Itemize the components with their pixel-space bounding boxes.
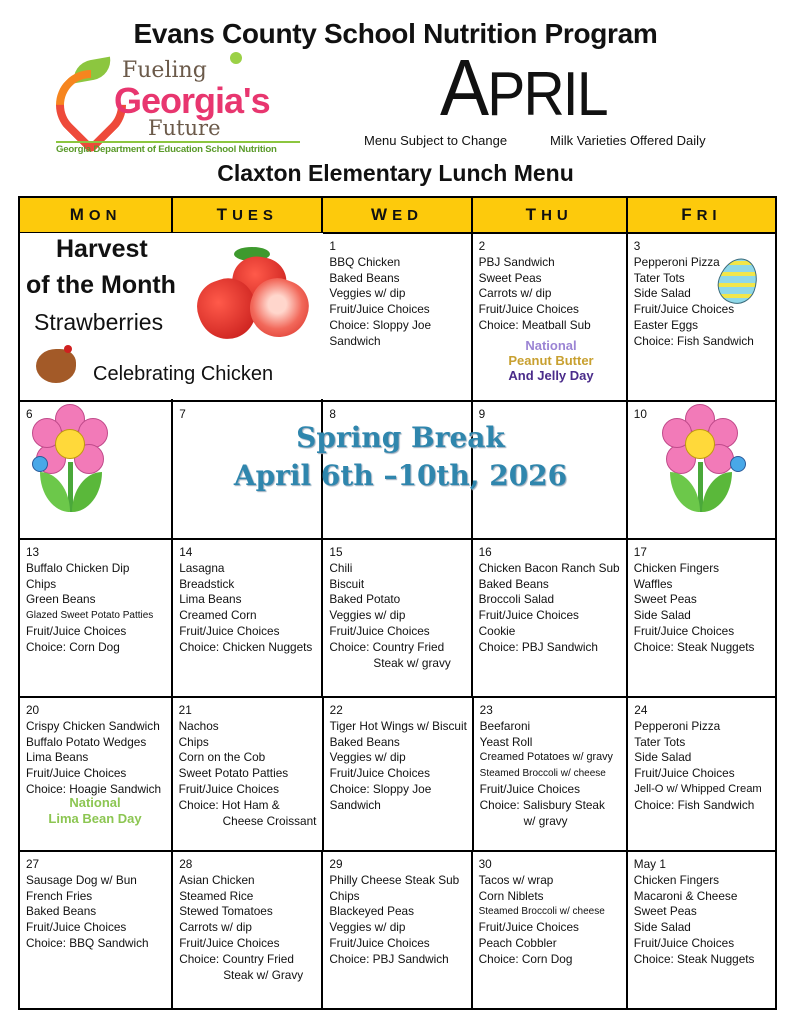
menu-item: Fruit/Juice Choices [634, 766, 735, 781]
menu-item: Choice: Corn Dog [26, 639, 120, 654]
menu-item: Veggies w/ dip [329, 920, 406, 935]
menu-item: w/ gravy [523, 813, 568, 828]
day-number: 1 [329, 239, 336, 253]
menu-item: Baked Beans [26, 904, 97, 919]
pbj-day-line2: Peanut Butter [508, 353, 594, 368]
day-number: 20 [26, 703, 40, 717]
menu-item: Blackeyed Peas [329, 904, 414, 919]
day-cell-20 [20, 698, 173, 852]
week-row-4 [20, 698, 775, 852]
menu-item: Choice: Chicken Nuggets [179, 639, 313, 654]
menu-item: Fruit/Juice Choices [329, 623, 430, 638]
day-number: 24 [634, 703, 648, 717]
chicken-comb-icon [64, 345, 72, 353]
logo-department: Georgia Department of Education School Nutrition [56, 144, 277, 155]
menu-item: Fruit/Juice Choices [26, 920, 127, 935]
pbj-day-line3: And Jelly Day [508, 368, 594, 383]
menu-item: Fruit/Juice Choices [329, 302, 430, 317]
menu-item: Steamed Rice [179, 888, 254, 903]
lima-day-line1: National [69, 795, 121, 810]
menu-item: Tater Tots [633, 270, 685, 285]
menu-item: Chicken Bacon Ranch Sub [478, 560, 620, 575]
logo-line3: Future [148, 116, 221, 140]
menu-item: Veggies w/ dip [329, 286, 406, 301]
day-number: 15 [329, 545, 343, 559]
menu-item: Lima Beans [26, 750, 89, 765]
menu-item: Choice: Hot Ham & [178, 797, 280, 812]
day-cell-23 [474, 698, 629, 852]
day-number: 29 [329, 857, 343, 871]
menu-item: Jell-O w/ Whipped Cream [634, 782, 762, 795]
day-number: 10 [633, 407, 647, 421]
day-cell-1 [323, 234, 472, 402]
menu-item: Glazed Sweet Potato Patties [26, 610, 154, 622]
menu-item: Choice: Steak Nuggets [633, 639, 755, 654]
smiley-face-icon [685, 429, 715, 459]
menu-item: Veggies w/ dip [329, 608, 406, 623]
menu-item: Broccoli Salad [478, 592, 555, 607]
day-cell-29 [323, 852, 472, 1008]
menu-item: Fruit/Juice Choices [26, 766, 127, 781]
day-number: 13 [26, 545, 40, 559]
menu-item: Steak w/ Gravy [223, 967, 304, 982]
menu-item: Philly Cheese Steak Sub [329, 872, 460, 887]
butterfly-icon [32, 456, 48, 472]
week-row-3 [20, 540, 775, 698]
logo-divider [56, 141, 300, 143]
day-number: 6 [26, 407, 33, 421]
menu-item: Baked Potato [329, 592, 401, 607]
flower-icon [660, 404, 740, 514]
menu-item: Sweet Peas [478, 270, 542, 285]
month-first-letter: A [440, 43, 488, 132]
menu-item: Sweet Potato Patties [178, 766, 289, 781]
menu-item: Peach Cobbler [478, 935, 557, 950]
menu-item: Side Salad [633, 286, 691, 301]
menu-item: Nachos [178, 718, 219, 733]
menu-item: Cookie [478, 623, 516, 638]
header-tues: T UES [173, 198, 323, 234]
menu-item: Crispy Chicken Sandwich [26, 718, 160, 733]
day-number: 14 [179, 545, 193, 559]
milk-notice: Milk Varieties Offered Daily [550, 133, 706, 148]
day-number: 17 [633, 545, 647, 559]
day-cell-15 [323, 540, 472, 698]
spring-break-dates: April 6th –10th, 2026 [233, 459, 568, 492]
menu-item: Sandwich [329, 333, 381, 348]
pbj-day-line1: National [525, 338, 577, 353]
fueling-georgias-future-logo [52, 52, 302, 158]
menu-item: Steak w/ gravy [373, 655, 451, 670]
harvest-heading-line2: of the Month [26, 271, 176, 299]
menu-item: Corn on the Cob [178, 750, 266, 765]
menu-item: Chips [329, 888, 360, 903]
menu-item: Breadstick [179, 576, 235, 591]
menu-item: Choice: Fish Sandwich [633, 333, 754, 348]
menu-item: Fruit/Juice Choices [179, 935, 280, 950]
menu-item: Lima Beans [179, 592, 242, 607]
menu-item: Waffles [633, 576, 673, 591]
menu-item: Biscuit [329, 576, 365, 591]
menu-item: Sausage Dog w/ Bun [26, 872, 137, 887]
menu-item: Fruit/Juice Choices [633, 935, 735, 950]
day-cell-17 [628, 540, 775, 698]
menu-item: Yeast Roll [479, 734, 533, 749]
menu-item: Chips [26, 576, 57, 591]
menu-item: Choice: Sloppy Joe [329, 317, 432, 332]
runner-icon [230, 52, 242, 64]
menu-item: Chili [329, 560, 353, 575]
day-cell-14 [173, 540, 323, 698]
menu-item: Chicken Fingers [633, 872, 720, 887]
day-number: 8 [329, 407, 336, 421]
butterfly-icon [730, 456, 746, 472]
menu-item: Side Salad [633, 920, 691, 935]
menu-item: Steamed Broccoli w/ cheese [479, 768, 606, 780]
day-number: 2 [478, 239, 486, 253]
celebrating-chicken: Celebrating Chicken [93, 363, 274, 385]
week-row-5 [20, 852, 775, 1008]
day-cell-24 [628, 698, 775, 852]
menu-item: Beefaroni [479, 718, 531, 733]
day-number: 3 [633, 239, 641, 253]
menu-item: Choice: Fish Sandwich [634, 797, 755, 812]
menu-item: Macaroni & Cheese [633, 888, 738, 903]
menu-item: Choice: Hoagie Sandwich [26, 781, 162, 796]
menu-item: Fruit/Juice Choices [329, 766, 430, 781]
menu-item: Fruit/Juice Choices [478, 302, 579, 317]
national-lima-bean-day [18, 795, 172, 827]
harvest-fruit: Strawberries [34, 309, 164, 335]
menu-item: Fruit/Juice Choices [329, 935, 430, 950]
header-mon: M ON [20, 198, 173, 234]
day-number: 30 [478, 857, 492, 871]
menu-item: Fruit/Juice Choices [178, 781, 279, 796]
menu-item: Chicken Fingers [633, 560, 720, 575]
day-cell-27 [20, 852, 173, 1008]
menu-item: Fruit/Juice Choices [633, 302, 735, 317]
harvest-heading-line1: Harvest [56, 235, 148, 263]
menu-item: Fruit/Juice Choices [478, 608, 579, 623]
day-number: 23 [479, 703, 493, 717]
menu-item: BBQ Chicken [329, 254, 401, 269]
menu-item: Corn Niblets [478, 888, 544, 903]
day-number: 9 [478, 407, 486, 421]
day-cell-13 [20, 540, 173, 698]
day-number: 7 [179, 407, 186, 421]
logo-line1: Fueling [122, 58, 207, 83]
menu-item: Tiger Hot Wings w/ Biscuit [329, 718, 467, 733]
day-number: 22 [329, 703, 343, 717]
menu-item: Choice: Steak Nuggets [633, 951, 755, 966]
menu-item: Side Salad [633, 608, 691, 623]
day-number: May 1 [633, 857, 666, 871]
menu-item: Carrots w/ dip [179, 920, 252, 935]
menu-item: French Fries [26, 888, 93, 903]
day-cell-3 [628, 234, 775, 402]
menu-item: Chips [178, 734, 209, 749]
menu-item: Cheese Croissant [222, 813, 317, 828]
day-cell-may-1 [628, 852, 775, 1008]
lima-day-line2: Lima Bean Day [48, 811, 142, 826]
day-number: 21 [178, 703, 192, 717]
header-fri: F RI [628, 198, 775, 234]
menu-item: Choice: Country Fried [179, 951, 294, 966]
menu-item: Fruit/Juice Choices [179, 623, 280, 638]
menu-item: Green Beans [26, 592, 96, 607]
day-cell-28 [173, 852, 323, 1008]
menu-item: Easter Eggs [633, 317, 699, 332]
menu-item: Baked Beans [329, 270, 400, 285]
harvest-of-the-month [20, 233, 323, 399]
menu-item: Fruit/Juice Choices [479, 781, 580, 796]
day-number: 27 [26, 857, 40, 871]
menu-item: Fruit/Juice Choices [633, 623, 735, 638]
menu-item: Stewed Tomatoes [179, 904, 273, 919]
menu-item: Fruit/Juice Choices [478, 920, 579, 935]
national-pbj-day [473, 338, 629, 383]
header-wed: W ED [323, 198, 472, 234]
menu-item: Tacos w/ wrap [478, 872, 554, 887]
day-number: 16 [478, 545, 492, 559]
month-title [440, 43, 607, 132]
program-title: Evans County School Nutrition Program [133, 18, 658, 49]
menu-item: Buffalo Potato Wedges [26, 734, 147, 749]
menu-item: Lasagna [179, 560, 225, 575]
menu-item: Fruit/Juice Choices [26, 623, 127, 638]
smiley-face-icon [55, 429, 85, 459]
menu-item: Carrots w/ dip [478, 286, 552, 301]
menu-item: Choice: Meatball Sub [478, 317, 591, 332]
menu-item: Sandwich [329, 797, 381, 812]
month-rest: PRIL [487, 60, 607, 129]
menu-item: Choice: Sloppy Joe [329, 781, 432, 796]
spring-break-title: Spring Break [296, 421, 505, 454]
header-thu: T HU [473, 198, 628, 234]
menu-item: Side Salad [634, 750, 692, 765]
menu-item: Choice: Country Fried [329, 639, 445, 654]
menu-item: Choice: PBJ Sandwich [329, 951, 449, 966]
menu-item: Tater Tots [634, 734, 686, 749]
menu-item: Baked Beans [478, 576, 549, 591]
day-cell-16 [473, 540, 628, 698]
logo-line2: Georgia's [114, 80, 270, 121]
menu-item: Asian Chicken [179, 872, 255, 887]
day-cell-21 [173, 698, 324, 852]
menu-item: PBJ Sandwich [478, 254, 555, 269]
menu-item: Creamed Potatoes w/ gravy [479, 751, 613, 764]
menu-item: Creamed Corn [179, 608, 257, 623]
menu-item: Pepperoni Pizza [634, 718, 721, 733]
menu-item: Buffalo Chicken Dip [26, 560, 130, 575]
day-cell-22 [324, 698, 474, 852]
menu-item: Veggies w/ dip [329, 750, 406, 765]
day-cell-30 [473, 852, 628, 1008]
flower-icon [30, 404, 110, 514]
menu-item: Choice: PBJ Sandwich [478, 639, 598, 654]
menu-item: Choice: Salisbury Steak [479, 797, 605, 812]
day-number: 28 [179, 857, 193, 871]
menu-item: Sweet Peas [633, 592, 697, 607]
menu-item: Choice: Corn Dog [478, 951, 573, 966]
menu-item: Sweet Peas [633, 904, 697, 919]
menu-title: Claxton Elementary Lunch Menu [217, 160, 574, 186]
menu-item: Steamed Broccoli w/ cheese [478, 906, 605, 918]
menu-item: Choice: BBQ Sandwich [26, 935, 149, 950]
menu-item: Baked Beans [329, 734, 400, 749]
chicken-icon [36, 349, 76, 383]
menu-item: Pepperoni Pizza [633, 254, 720, 269]
menu-change-notice: Menu Subject to Change [364, 133, 508, 148]
spring-break-banner [172, 420, 629, 496]
weekday-header-row [20, 198, 775, 234]
